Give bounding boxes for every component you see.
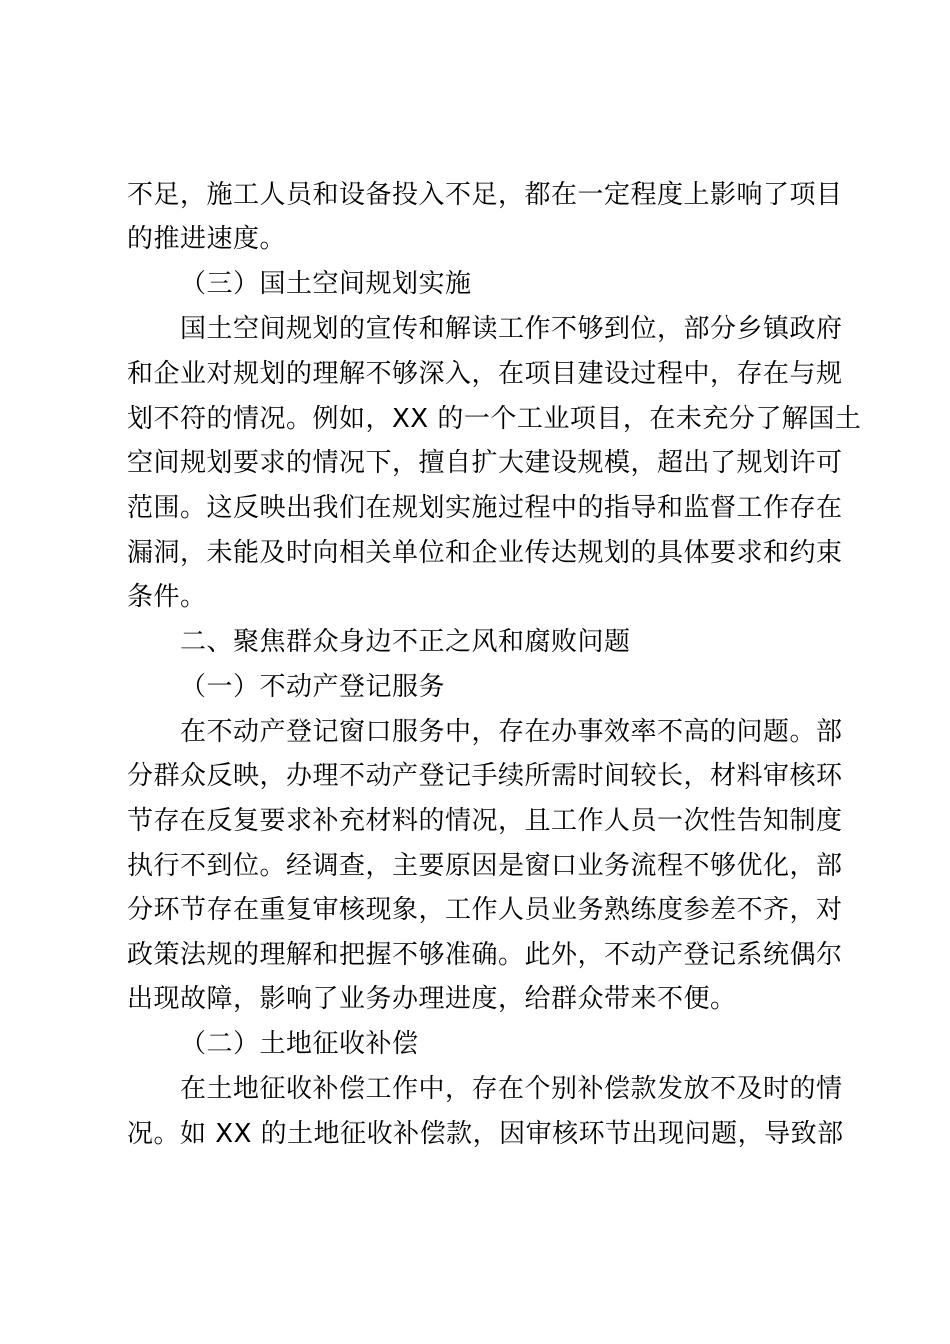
subsection-heading-2: （二）土地征收补偿 [180,1029,419,1059]
text-line: 在不动产登记窗口服务中，存在办事效率不高的问题。部 [180,717,843,747]
text-line: 分群众反映，办理不动产登记手续所需时间较长，材料审核环 [127,761,843,791]
text-line: 空间规划要求的情况下，擅自扩大建设规模，超出了规划许可 [127,448,843,478]
text-line: 分环节存在重复审核现象，工作人员业务熟练度参差不齐，对 [127,895,843,925]
subsection-heading-1: （一）不动产登记服务 [180,672,446,702]
text-line: 况。如 XX 的土地征收补偿款，因审核环节出现问题，导致部 [127,1119,844,1149]
text-line: 的推进速度。 [127,224,287,254]
text-line: 政策法规的理解和把握不够准确。此外，不动产登记系统偶尔 [127,940,843,970]
text-line: 和企业对规划的理解不够深入，在项目建设过程中，存在与规 [127,359,843,389]
section-heading-3: （三）国土空间规划实施 [180,269,472,299]
text-line: 条件。 [127,582,207,612]
text-line: 不足，施工人员和设备投入不足，都在一定程度上影响了项目 [127,180,843,210]
text-line: 漏洞，未能及时向相关单位和企业传达规划的具体要求和约束 [127,538,843,568]
text-line: 国土空间规划的宣传和解读工作不够到位，部分乡镇政府 [180,314,843,344]
text-line: 在土地征收补偿工作中，存在个别补偿款发放不及时的情 [180,1074,843,1104]
text-line: 节存在反复要求补充材料的情况，且工作人员一次性告知制度 [127,806,843,836]
text-line: 出现故障，影响了业务办理进度，给群众带来不便。 [127,984,737,1014]
text-line: 范围。这反映出我们在规划实施过程中的指导和监督工作存在 [127,493,843,523]
text-line: 划不符的情况。例如，XX 的一个工业项目，在未充分了解国土 [127,404,862,434]
text-line: 执行不到位。经调查，主要原因是窗口业务流程不够优化，部 [127,851,843,881]
section-heading-2: 二、聚焦群众身边不正之风和腐败问题 [180,627,631,657]
